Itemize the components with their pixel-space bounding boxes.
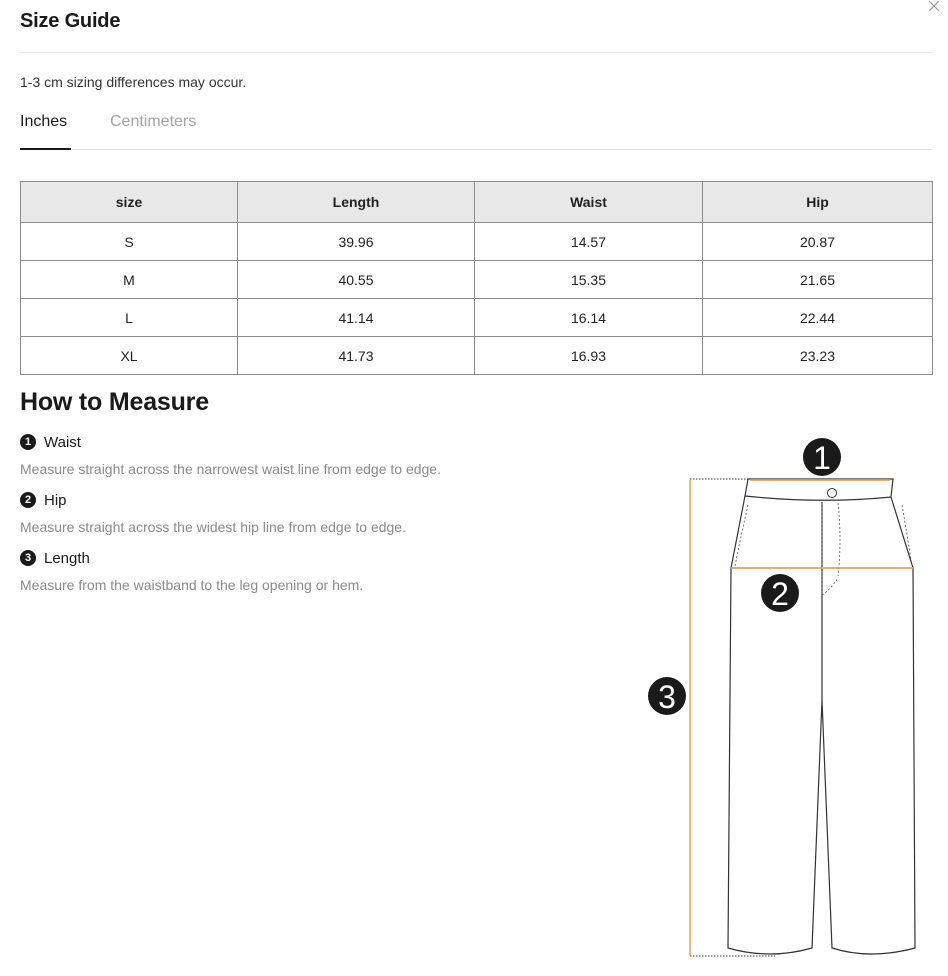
marker-2-label: 2 [771,576,789,612]
header-waist: Waist [475,182,703,223]
cell-length: 40.55 [238,261,475,299]
cell-hip: 21.65 [703,261,933,299]
marker-3-label: 3 [658,679,676,715]
close-icon[interactable] [926,0,940,14]
measure-item-hip [20,490,406,535]
cell-hip: 20.87 [703,223,933,261]
cell-size: M [21,261,238,299]
number-badge: 3 [20,550,36,566]
table-row [21,261,933,299]
how-to-measure-title: How to Measure [20,388,209,416]
tab-centimeters[interactable]: Centimeters [110,113,197,130]
measure-description: Measure from the waistband to the leg opening or hem. [20,577,364,593]
measure-label: Length [44,549,90,567]
cell-size: XL [21,337,238,375]
cell-hip: 23.23 [703,337,933,375]
measure-item-waist [20,432,441,477]
unit-tabs [20,110,932,150]
cell-size: S [21,223,238,261]
measure-label: Hip [44,491,67,509]
table-header-row [21,182,933,223]
cell-length: 39.96 [238,223,475,261]
header-hip: Hip [703,182,933,223]
tab-inches[interactable]: Inches [20,113,68,130]
number-badge: 2 [20,492,36,508]
cell-size: L [21,299,238,337]
modal-title: Size Guide [20,10,121,32]
table-row [21,223,933,261]
pants-measurement-diagram [640,430,940,970]
header-length: Length [238,182,475,223]
size-table [20,181,933,375]
header-divider [20,52,932,53]
cell-hip: 22.44 [703,299,933,337]
cell-waist: 16.93 [475,337,703,375]
header-size: size [21,182,238,223]
cell-waist: 16.14 [475,299,703,337]
sizing-note: 1-3 cm sizing differences may occur. [20,74,247,90]
marker-1-label: 1 [813,440,831,476]
cell-waist: 14.57 [475,223,703,261]
active-tab-indicator [20,148,71,150]
measure-description: Measure straight across the narrowest waist line from edge to edge. [20,461,441,477]
cell-length: 41.14 [238,299,475,337]
cell-length: 41.73 [238,337,475,375]
number-badge: 1 [20,434,36,450]
measure-label: Waist [44,433,81,451]
cell-waist: 15.35 [475,261,703,299]
measure-item-length [20,548,363,593]
table-row [21,337,933,375]
table-row [21,299,933,337]
measure-description: Measure straight across the widest hip line from edge to edge. [20,519,406,535]
